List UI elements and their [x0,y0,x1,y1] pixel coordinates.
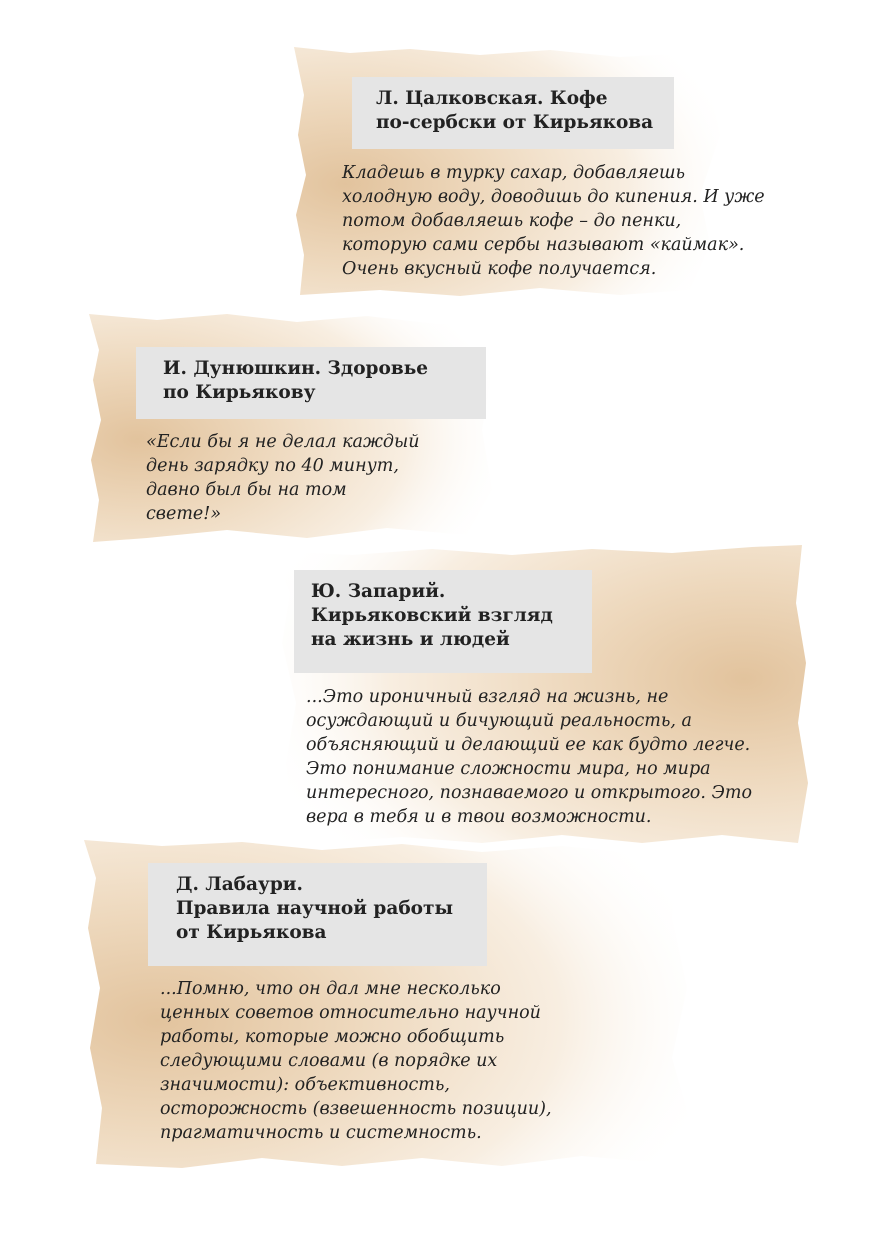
card-tsalkovskaya [290,45,765,300]
title-line: Ю. Запарий. [311,581,446,602]
title-line: И. Дунюшкин. Здоровье [163,358,429,379]
card-quote [160,977,552,1145]
card-zapariy [262,543,812,853]
title-line: Правила научной работы [176,898,454,919]
quote-line: вера в тебя и в твои возможности. [306,807,652,827]
card-quote [306,685,752,829]
quote-line: ...Помню, что он дал мне несколько [160,979,501,999]
title-line: от Кирьякова [176,922,327,943]
quote-line: «Если бы я не делал каждый [146,432,420,452]
quote-line: холодную воду, доводишь до кипения. И уже [342,187,765,207]
quote-line: значимости): объективность, [160,1075,450,1095]
quote-line: ценных советов относительно научной [160,1003,541,1023]
title-line: на жизнь и людей [311,629,510,650]
card-labauri [82,838,712,1173]
title-line: Кирьяковский взгляд [311,605,553,626]
quote-line: Кладешь в турку сахар, добавляешь [342,163,686,183]
card-dunyushkin [87,310,507,545]
quote-line: работы, которые можно обобщить [160,1027,505,1047]
card-title [352,77,674,149]
quote-line: день зарядку по 40 минут, [146,456,399,476]
title-line: по-сербски от Кирьякова [376,112,654,133]
quote-line: свете!» [146,504,222,524]
quote-line: Это понимание сложности мира, но мира [306,759,711,779]
quote-line: давно был бы на том [146,480,347,500]
card-title [148,863,487,966]
quote-line: прагматичность и системность. [160,1123,482,1143]
title-line: по Кирьякову [163,382,316,403]
card-title [294,570,592,673]
quote-line: осторожность (взвешенность позиции), [160,1099,552,1119]
quote-line: которую сами сербы называют «каймак». [342,235,745,255]
card-quote [342,161,765,281]
card-quote [146,430,419,526]
quote-line: Очень вкусный кофе получается. [342,259,657,279]
quote-line: объясняющий и делающий ее как будто легче. [306,735,751,755]
quote-line: потом добавляешь кофе – до пенки, [342,211,682,231]
quote-line: ...Это ироничный взгляд на жизнь, не [306,687,669,707]
title-line: Д. Лабаури. [176,874,303,895]
title-line: Л. Цалковская. Кофе [376,88,608,109]
quote-line: осуждающий и бичующий реальность, а [306,711,692,731]
quote-line: интересного, познаваемого и открытого. Это [306,783,752,803]
quote-line: следующими словами (в порядке их [160,1051,498,1071]
card-title [136,347,486,419]
